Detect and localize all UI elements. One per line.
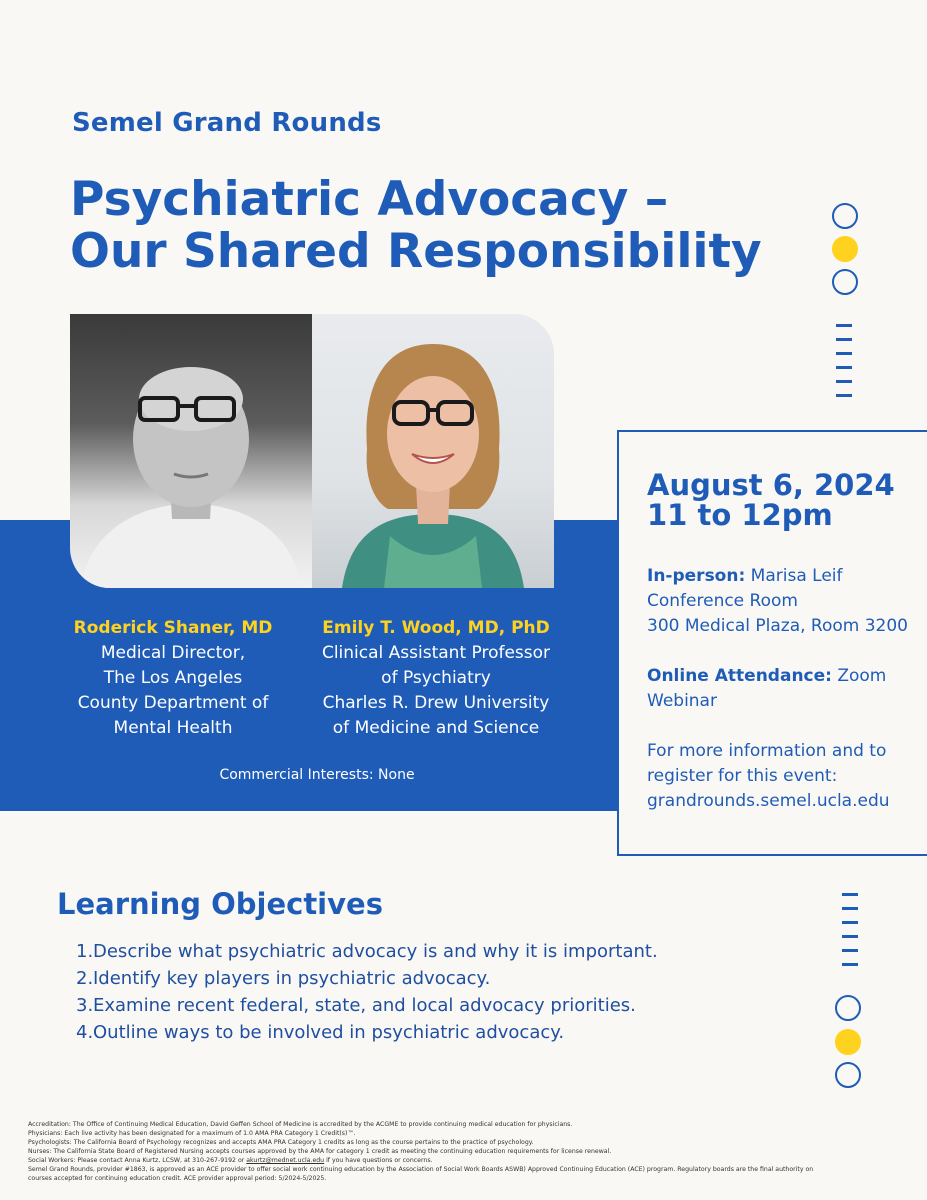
inperson-address: 300 Medical Plaza, Room 3200	[647, 616, 909, 636]
decor-circle-outline	[832, 269, 858, 295]
portrait-silhouette-icon	[70, 314, 312, 588]
speaker-title-line: of Medicine and Science	[332, 718, 540, 738]
list-item: 1. Describe what psychiatric advocacy is and why it is important.	[76, 941, 658, 962]
online-platform-line: Webinar	[647, 691, 717, 711]
speaker-name: Emily T. Wood, MD, PhD	[322, 618, 550, 638]
speaker-photo-shaner	[70, 314, 312, 588]
speaker-title-line: of Psychiatry	[381, 668, 491, 688]
speaker-title-line: Mental Health	[113, 718, 233, 738]
online-platform: Zoom	[831, 666, 887, 686]
decor-circle-outline	[835, 1062, 861, 1088]
speaker-title-line: Clinical Assistant Professor	[321, 643, 551, 663]
speaker-wood	[300, 616, 572, 741]
more-info-line: For more information and to	[647, 741, 887, 761]
list-item: 2. Identify key players in psychiatric advocacy.	[76, 968, 491, 989]
event-info-box	[617, 430, 927, 856]
speaker-title-line: Medical Director,	[100, 643, 246, 663]
online-info	[647, 664, 927, 714]
inperson-info	[647, 564, 927, 639]
commercial-interests: Commercial Interests: None	[219, 767, 415, 783]
decor-circle-outline	[835, 995, 861, 1021]
inperson-label: In-person:	[647, 566, 746, 586]
speaker-title-line: The Los Angeles	[103, 668, 243, 688]
speaker-name: Roderick Shaner, MD	[73, 618, 273, 638]
list-item: 3. Examine recent federal, state, and local advocacy priorities.	[76, 995, 636, 1016]
contact-email-link[interactable]: akurtz@mednet.ucla.edu	[246, 1157, 325, 1164]
portrait-silhouette-icon	[312, 314, 554, 588]
series-title: Semel Grand Rounds	[72, 108, 382, 138]
online-label: Online Attendance:	[647, 666, 832, 686]
title-line-2: Our Shared Responsibility	[70, 224, 762, 279]
decor-dashes	[836, 324, 852, 408]
speaker-photos	[70, 314, 554, 588]
more-info-line: register for this event:	[647, 766, 838, 786]
decor-dashes	[842, 893, 858, 977]
event-datetime	[647, 470, 927, 530]
speaker-title-line: Charles R. Drew University	[322, 693, 550, 713]
learning-objectives-heading: Learning Objectives	[57, 887, 383, 921]
event-time: 11 to 12pm	[647, 498, 833, 532]
speaker-title-line: County Department of	[77, 693, 269, 713]
decor-circle-filled	[835, 1029, 861, 1055]
inperson-venue-line: Conference Room	[647, 591, 798, 611]
learning-objectives-list	[76, 938, 658, 1046]
inperson-venue: Marisa Leif	[745, 566, 843, 586]
event-date: August 6, 2024	[647, 468, 895, 502]
speaker-shaner	[60, 616, 286, 741]
decor-circle-filled	[832, 236, 858, 262]
registration-info	[647, 739, 927, 814]
registration-url[interactable]: grandrounds.semel.ucla.edu	[647, 791, 890, 811]
list-item: 4. Outline ways to be involved in psychiatric advocacy.	[76, 1022, 565, 1043]
title-line-1: Psychiatric Advocacy –	[70, 172, 669, 227]
decor-circle-outline	[832, 203, 858, 229]
speaker-photo-wood	[312, 314, 554, 588]
page-title	[70, 174, 770, 278]
accreditation-footer: Accreditation: The Office of Continuing Medical Education, David Geffen School of Medicine is accredited by the ACGME to provide continuing medical education for physicians. Physicians: Each live activity has been designated for a maximum of 1.0 AMA PRA Category 1 Credit(s)™. Psychologists: The California Board of Psychology recognizes and accepts AMA PRA Category 1 credits as long as the course pertains to the practice of psychology. Nurses: The California State Board of Registered Nursing accepts courses approved by the AMA for category 1 credit as meeting the continuing education requirements for license renewal. Social Workers: Please contact Anna Kurtz, LCSW, at 310-267-9192 or akurtz@mednet.ucla.edu if you have questions or concerns. Semel Grand Rounds, provider #1863, is approved as an ACE provider to offer social work continuing education by the Association of Social Work Boards ASWB) Approved Continuing Education (ACE) program. Regulatory boards are the final authority on courses accepted for continuing education credit. ACE provider approval period: 5/2024-5/2025.	[28, 1121, 814, 1182]
